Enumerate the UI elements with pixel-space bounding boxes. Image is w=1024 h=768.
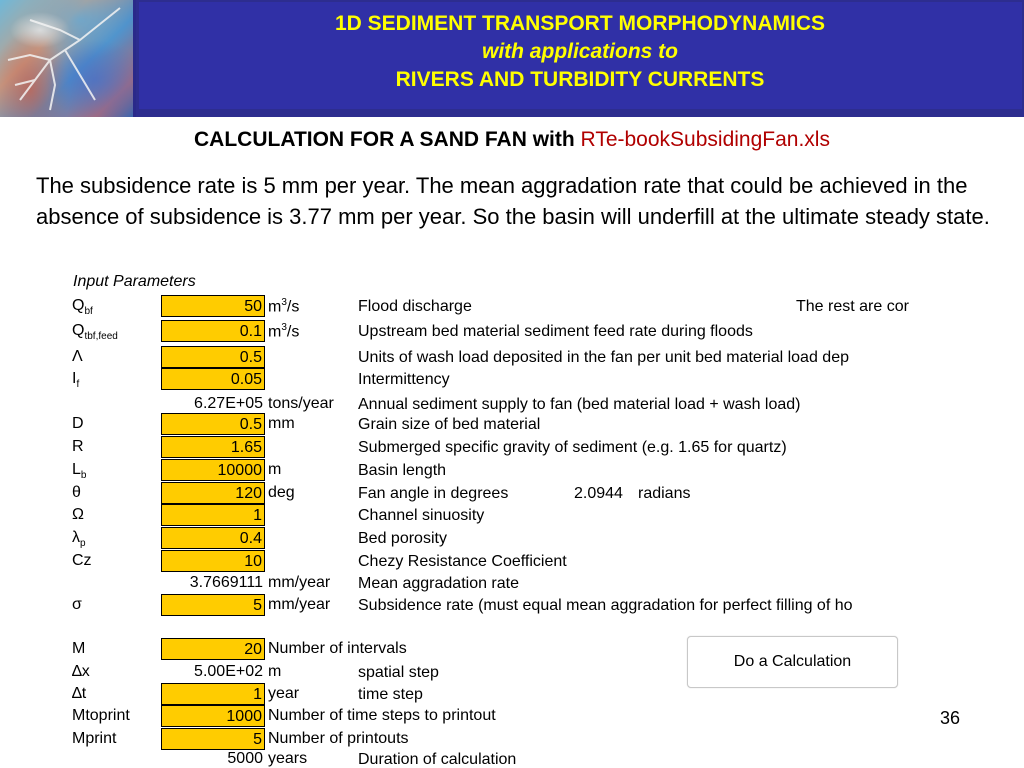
computed-value-cell: 5000 [227,750,263,767]
parameter-description: Mean aggradation rate [358,575,519,592]
parameter-description: Duration of calculation [358,751,517,768]
parameter-description: Grain size of bed material [358,416,541,433]
parameter-unit: Number of time steps to printout [268,707,496,724]
parameter-symbol: $Q_{bf}$ [72,297,93,318]
parameter-description: Upstream bed material sediment feed rate during floods [358,323,753,340]
summary-paragraph: The subsidence rate is 5 mm per year. The mean aggradation rate that could be achieved in the absence of subsidence is 3.77 mm per year. So the basin will underfill at the ultimate steady state. [36,173,990,229]
input-value-cell[interactable]: 0.5 [161,413,265,435]
input-parameters-header: Input Parameters [73,273,196,290]
parameter-symbol: Mprint [72,730,117,747]
parameter-description: Channel sinuosity [358,507,485,524]
input-value-cell[interactable]: 1 [161,683,265,705]
parameter-symbol: M [72,640,86,657]
parameter-symbol: ∆x [72,663,90,680]
parameter-unit: $m^3/s$ [268,297,300,316]
header-line-2: with applications to [481,40,678,63]
parameter-row [60,368,930,391]
parameter-description: Basin length [358,462,447,479]
page-number: 36 [940,708,961,728]
fan-angle-radians-unit: radians [638,485,691,502]
input-value-cell[interactable]: 0.05 [161,368,265,390]
parameter-symbol: $I_f$ [72,370,80,391]
parameter-description: Annual sediment supply to fan (bed material load + wash load) [358,396,801,413]
input-value-cell[interactable]: 0.5 [161,346,265,368]
parameter-row [60,594,930,617]
parameter-description: Submerged specific gravity of sediment (e.g. 1.65 for quartz) [358,439,787,456]
parameter-symbol: $Q_{tbf,feed}$ [72,322,118,343]
unit-superscript: 3 [281,297,287,308]
parameter-symbol-subscript: bf [84,306,93,318]
parameter-row [60,482,930,505]
parameter-unit: mm [268,415,295,432]
parameter-description: Flood discharge [358,298,472,315]
river-delta-icon [0,0,133,117]
parameter-row [60,413,930,436]
slide-header [0,0,1024,117]
parameter-unit: deg [268,484,295,501]
parameter-row [60,320,930,343]
parameter-row [60,295,930,318]
input-value-cell[interactable]: 0.4 [161,527,265,549]
input-value-cell[interactable]: 0.1 [161,320,265,342]
spreadsheet-filename: RTe-bookSubsidingFan.xls [580,128,830,151]
parameter-symbol-subscript: p [80,538,86,550]
parameter-symbol-subscript: b [80,470,87,482]
parameter-unit: year [268,685,300,702]
parameter-description: time step [358,686,423,703]
parameter-row [60,705,930,728]
parameter-row [60,527,930,550]
input-value-cell[interactable]: 5 [161,728,265,750]
parameter-description: Bed porosity [358,530,447,547]
parameter-unit: m [268,461,282,478]
parameter-symbol: σ [72,596,82,613]
parameter-unit: Number of printouts [268,730,409,747]
header-line-3: RIVERS AND TURBIDITY CURRENTS [395,68,765,91]
delta-image-logo [0,0,136,117]
input-value-cell[interactable]: 1000 [161,705,265,727]
parameter-unit: Number of intervals [268,640,407,657]
parameter-unit: mm/year [268,574,331,591]
input-value-cell[interactable]: 5 [161,594,265,616]
computed-value-cell: 6.27E+05 [194,395,263,412]
parameter-symbol: R [72,438,84,455]
input-value-cell[interactable]: 20 [161,638,265,660]
parameter-description: spatial step [358,664,439,681]
parameter-symbol: Cz [72,552,92,569]
parameter-description: Fan angle in degrees [358,485,509,502]
input-value-cell[interactable]: 10000 [161,459,265,481]
calculation-title-text: CALCULATION FOR A SAND FAN with [194,128,575,151]
parameter-row [60,504,930,527]
parameter-symbol: D [72,415,84,432]
parameter-symbol: θ [72,484,81,501]
side-note: The rest are cor [796,298,909,315]
do-calculation-button[interactable]: Do a Calculation [687,636,898,688]
parameter-symbol: Mtoprint [72,707,130,724]
parameter-row [60,572,930,595]
parameter-symbol-subscript: tbf,feed [84,331,118,343]
parameter-symbol: $\lambda_p$ [72,529,86,550]
parameter-symbol: $L_b$ [72,461,87,482]
input-value-cell[interactable]: 120 [161,482,265,504]
parameter-unit: m [268,663,282,680]
computed-value-cell: 3.7669111 [189,574,263,591]
unit-superscript: 3 [281,322,287,333]
parameter-symbol: Λ [72,348,83,365]
parameter-description: Units of wash load deposited in the fan per unit bed material load dep [358,349,849,366]
parameter-unit: $m^3/s$ [268,322,300,341]
parameter-unit: mm/year [268,596,331,613]
parameter-row [60,436,930,459]
spreadsheet-region [60,273,930,768]
input-value-cell[interactable]: 50 [161,295,265,317]
fan-angle-radians-value: 2.0944 [574,485,623,502]
parameter-symbol-subscript: f [76,379,80,391]
input-value-cell[interactable]: 10 [161,550,265,572]
parameter-description: Intermittency [358,371,450,388]
parameter-row [60,550,930,573]
input-value-cell[interactable]: 1.65 [161,436,265,458]
input-value-cell[interactable]: 1 [161,504,265,526]
parameter-unit: years [268,750,308,767]
parameter-unit: tons/year [268,395,334,412]
parameter-row [60,346,930,369]
header-line-1: 1D SEDIMENT TRANSPORT MORPHODYNAMICS [334,12,826,35]
parameter-symbol: ∆t [72,685,87,702]
parameter-description: Chezy Resistance Coefficient [358,553,567,570]
parameter-row [60,459,930,482]
calculation-title [0,128,1024,152]
computed-value-cell: 5.00E+02 [194,663,263,680]
parameter-symbol: Ω [72,506,84,523]
parameter-row [60,748,930,768]
parameter-description: Subsidence rate (must equal mean aggradation for perfect filling of ho [358,597,853,614]
title-banner [136,0,1024,117]
